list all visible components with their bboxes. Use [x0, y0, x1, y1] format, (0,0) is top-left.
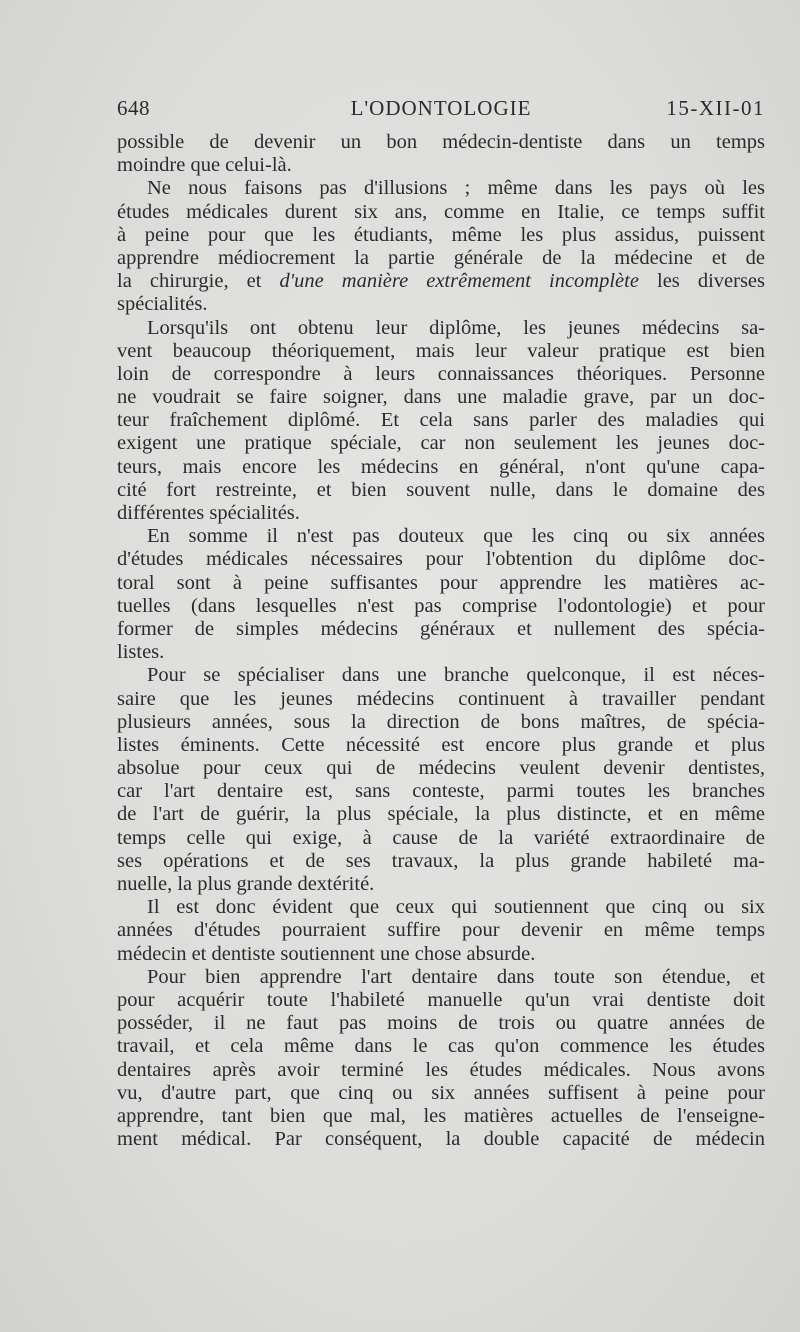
text-line: ment médical. Par conséquent, la double capacité de médecin [117, 1128, 765, 1151]
text-line: tuelles (dans lesquelles n'est pas comprise l'odontologie) et pour [117, 594, 765, 617]
text-line: posséder, il ne faut pas moins de trois ou quatre années de [117, 1012, 765, 1035]
issue-date: 15-XII-01 [666, 96, 765, 120]
text-line: En somme il n'est pas douteux que les cinq ou six années [147, 525, 765, 548]
text-line: nuelle, la plus grande dextérité. [117, 873, 375, 895]
text-line: pour acquérir toute l'habileté manuelle qu'un vrai dentiste doit [117, 988, 765, 1011]
text-line: Pour se spécialiser dans une branche quelconque, il est néces- [147, 664, 765, 687]
text-line: moindre que celui-là. [117, 154, 292, 177]
text-line: travail, et cela même dans le cas qu'on commence les études [117, 1035, 765, 1058]
text-line: apprendre, tant bien que mal, les matières actuelles de l'enseigne- [117, 1104, 765, 1127]
text-line: apprendre médiocrement la partie générale de la médecine et de [117, 246, 765, 269]
text-line: saire que les jeunes médecins continuent à travailler pendant [117, 687, 765, 710]
text-line: toral sont à peine suffisantes pour apprendre les matières ac- [117, 571, 765, 594]
text-line: vu, d'autre part, que cinq ou six années suffisent à peine pour [117, 1081, 765, 1104]
text-segment: la chirurgie, et [117, 270, 280, 293]
text-line: cité fort restreinte, et bien souvent nulle, dans le domaine des [117, 478, 765, 501]
text-line: de l'art de guérir, la plus spéciale, la plus distincte, et en même [117, 803, 765, 826]
text-line: absolue pour ceux qui de médecins veulent devenir dentistes, [117, 757, 765, 780]
text-line [117, 270, 765, 293]
text-line: d'études médicales nécessaires pour l'obtention du diplôme doc- [117, 548, 765, 571]
text-line: Lorsqu'ils ont obtenu leur diplôme, les jeunes médecins sa- [147, 316, 765, 339]
text-line: teurs, mais encore les médecins en général, n'ont qu'une capa- [117, 455, 765, 478]
text-line: exigent une pratique spéciale, car non seulement les jeunes doc- [117, 432, 765, 455]
text-line: loin de correspondre à leurs connaissances théoriques. Personne [117, 362, 765, 385]
text-line: années d'études pourraient suffire pour devenir en même temps [117, 919, 765, 942]
text-line: car l'art dentaire est, sans conteste, parmi toutes les branches [117, 780, 765, 803]
text-line: différentes spécialités. [117, 502, 300, 524]
text-line: possible de devenir un bon médecin-dentiste dans un temps [117, 131, 765, 153]
text-line: listes. [117, 641, 165, 664]
text-line: Il est donc évident que ceux qui soutiennent que cinq ou six [147, 896, 765, 919]
body-text [117, 131, 765, 1151]
text-line: médecin et dentiste soutiennent une chose absurde. [117, 942, 536, 965]
text-line: listes éminents. Cette nécessité est encore plus grande et plus [117, 733, 765, 756]
journal-title: L'ODONTOLOGIE [350, 96, 532, 120]
text-line: temps celle qui exige, à cause de la variété extraordinaire de [117, 826, 765, 849]
page-number: 648 [117, 96, 150, 120]
text-segment: les diverses [638, 270, 765, 293]
text-line: former de simples médecins généraux et nullement des spécia- [117, 617, 765, 640]
running-head [117, 96, 765, 126]
text-line: plusieurs années, sous la direction de bons maîtres, de spécia- [117, 710, 765, 733]
text-line: Ne nous faisons pas d'illusions ; même dans les pays où les [147, 177, 765, 200]
text-line: études médicales durent six ans, comme en Italie, ce temps suffit [117, 200, 765, 223]
text-line: ses opérations et de ses travaux, la plus grande habileté ma- [117, 849, 765, 872]
text-line: dentaires après avoir terminé les études médicales. Nous avons [117, 1058, 765, 1081]
text-line: à peine pour que les étudiants, même les plus assidus, puissent [117, 223, 765, 246]
text-line: Pour bien apprendre l'art dentaire dans toute son étendue, et [147, 965, 765, 988]
text-line: vent beaucoup théoriquement, mais leur valeur pratique est bien [117, 339, 765, 362]
text-line: ne voudrait se faire soigner, dans une maladie grave, par un doc- [117, 386, 765, 409]
text-line: spécialités. [117, 293, 208, 316]
text-line: teur fraîchement diplômé. Et cela sans parler des maladies qui [117, 409, 765, 432]
italic-emphasis: d'une manière extrêmement incomplète [279, 270, 639, 293]
